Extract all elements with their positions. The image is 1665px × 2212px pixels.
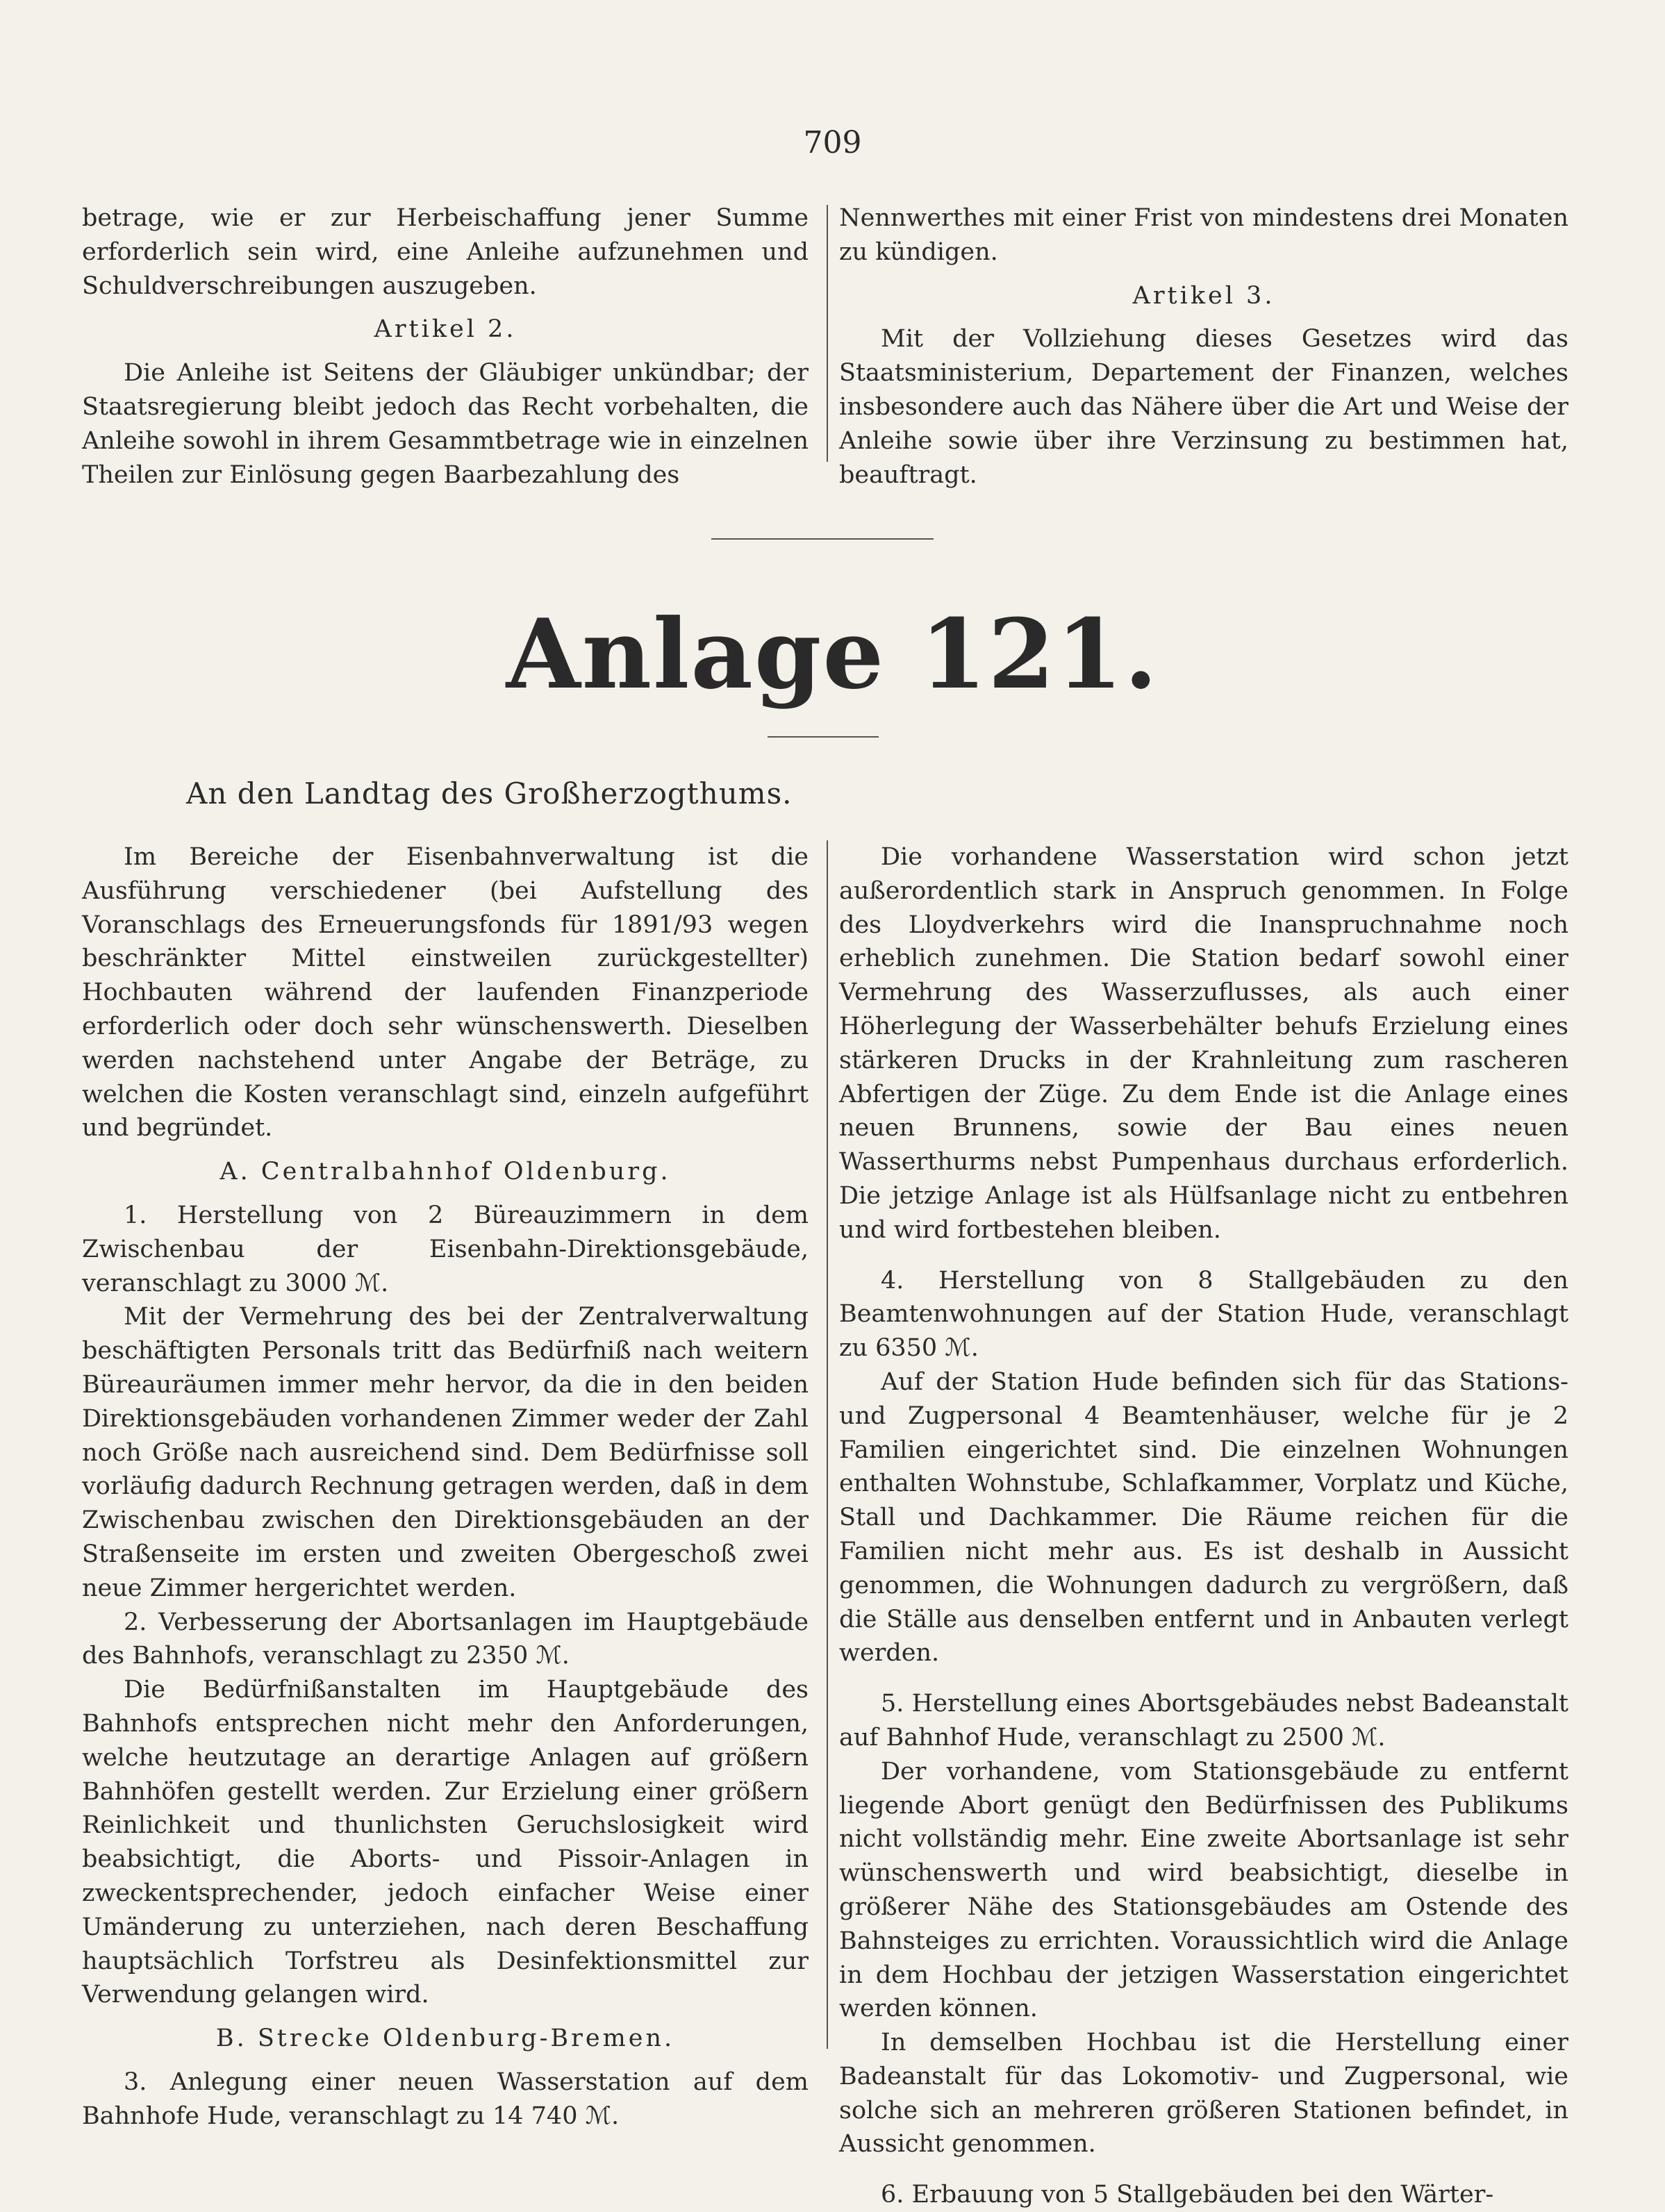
body-left-column <box>82 840 809 2133</box>
paragraph: Der vorhandene, vom Stationsgebäude zu entfernt liegende Abort genügt den Bedürfnissen des Publikums nicht vollständig mehr. Eine zweite Abortsanlage ist sehr wünschenswerth und wird beabsichtigt, dieselbe in größerer Nähe des Stationsgebäudes am Ostende des Bahnsteiges zu errichten. Voraussichtlich wird die Anlage in dem Hochbau der jetzigen Wasserstation eingerichtet werden können. <box>839 1757 1568 2023</box>
section-heading: A. Centralbahnhof Oldenburg. <box>219 1158 671 1186</box>
paragraph: Mit der Vermehrung des bei der Zentralverwaltung beschäftigten Personals tritt das Bedürfniß nach weitern Büreauräumen immer mehr hervor, da die in den beiden Direktionsgebäuden vorhandenen Zimmer weder der Zahl noch Größe nach ausreichend sind. Dem Bedürfnisse soll vorläufig dadurch Rechnung getragen werden, daß in dem Zwischenbau zwischen den Direktionsgebäuden an der Straßenseite im ersten und zweiten Obergeschoß zwei neue Zimmer hergerichtet werden. <box>82 1303 809 1602</box>
paragraph: Im Bereiche der Eisenbahnverwaltung ist die Ausführung verschiedener (bei Aufstellung des Voranschlags des Erneuerungsfonds für 1891/93 wegen beschränkter Mittel einstweilen zurückgestellter) Hochbauten während der laufenden Finanzperiode erforderlich oder doch sehr wünschenswerth. Dieselben werden nachstehend unter Angabe der Beträge, zu welchen die Kosten veranschlagt sind, einzeln aufgeführt und begründet. <box>82 843 809 1142</box>
item-heading: 4. Herstellung von 8 Stallgebäuden zu den Beamtenwohnungen auf der Station Hude, veranschlagt zu 6350 ℳ. <box>839 1266 1568 1363</box>
page-number: 709 <box>803 125 862 160</box>
item-heading: 3. Anlegung einer neuen Wasserstation auf dem Bahnhofe Hude, veranschlagt zu 14 740 ℳ. <box>82 2068 809 2130</box>
item-heading: 6. Erbauung von 5 Stallgebäuden bei den Wärter- <box>881 2181 1494 2209</box>
address-line: An den Landtag des Großherzogthums. <box>186 776 793 810</box>
document-title: Anlage 121. <box>506 597 1159 710</box>
paragraph: Die vorhandene Wasserstation wird schon jetzt außerordentlich stark in Anspruch genommen. In Folge des Lloydverkehrs wird die Inanspruchnahme noch erheblich zunehmen. Die Station bedarf sowohl einer Vermehrung des Wasserzuflusses, als auch einer Höherlegung der Wasserbehälter behufs Erzielung eines stärkeren Drucks in der Krahnleitung zum rascheren Abfertigen der Züge. Zu dem Ende ist die Anlage eines neuen Brunnens, sowie der Bau eines neuen Wasserthurms nebst Pumpenhaus durchaus erforderlich. Die jetzige Anlage ist als Hülfsanlage nicht zu entbehren und wird fortbestehen bleiben. <box>839 843 1568 1244</box>
title-underline <box>768 736 879 738</box>
section-divider <box>711 538 934 540</box>
paragraph: Die Bedürfnißanstalten im Hauptgebäude des Bahnhofs entsprechen nicht mehr den Anforderungen, welche heutzutage an derartige Anlagen auf größern Bahnhöfen gestellt werden. Zur Erzielung einer größern Reinlichkeit und thunlichsten Geruchslosigkeit wird beabsichtigt, die Aborts- und Pissoir-Anlagen in zweckentsprechender, jedoch einfacher Weise einer Umänderung zu unterziehen, nach deren Beschaffung hauptsächlich Torfstreu als Desinfektionsmittel zur Verwendung gelangen wird. <box>82 1676 809 2009</box>
section-heading: B. Strecke Oldenburg-Bremen. <box>215 2024 675 2053</box>
column-divider <box>827 205 828 462</box>
paragraph: betrage, wie er zur Herbeischaffung jener Summe erforderlich sein wird, eine Anleihe aufzunehmen und Schuldverschreibungen auszugeben. <box>82 204 809 300</box>
paragraph: In demselben Hochbau ist die Herstellung einer Badeanstalt für das Lokomotiv- und Zugpersonal, wie solche sich an mehreren größeren Stationen befindet, in Aussicht genommen. <box>839 2029 1568 2159</box>
item-heading: 5. Herstellung eines Abortsgebäudes nebst Badeanstalt auf Bahnhof Hude, veranschlagt zu 2500 ℳ. <box>839 1690 1568 1752</box>
body-right-column <box>839 840 1568 2212</box>
paragraph: Nennwerthes mit einer Frist von mindestens drei Monaten zu kündigen. <box>839 204 1568 266</box>
column-divider <box>827 840 828 2049</box>
paragraph: Die Anleihe ist Seitens der Gläubiger unkündbar; der Staatsregierung bleibt jedoch das Recht vorbehalten, die Anleihe sowohl in ihrem Gesammtbetrage wie in einzelnen Theilen zur Einlösung gegen Baarbezahlung des <box>82 359 809 489</box>
paragraph: Auf der Station Hude befinden sich für das Stations- und Zugpersonal 4 Beamtenhäuser, welche für je 2 Familien eingerichtet sind. Die einzelnen Wohnungen enthalten Wohnstube, Schlafkammer, Vorplatz und Küche, Stall und Dachkammer. Die Räume reichen für die Familien nicht mehr aus. Es ist deshalb in Aussicht genommen, die Wohnungen dadurch zu vergrößern, daß die Ställe aus denselben entfernt und in Anbauten verlegt werden. <box>839 1367 1568 1668</box>
paragraph: Mit der Vollziehung dieses Gesetzes wird das Staatsministerium, Departement der Finanzen, welches insbesondere auch das Nähere über die Art und Weise der Anleihe sowie über ihre Verzinsung zu bestimmen hat, beauftragt. <box>839 325 1568 489</box>
top-left-column <box>82 201 809 492</box>
article-heading: Artikel 3. <box>1132 281 1275 310</box>
article-heading: Artikel 2. <box>374 315 517 344</box>
item-heading: 2. Verbesserung der Abortsanlagen im Hauptgebäude des Bahnhofs, veranschlagt zu 2350 ℳ. <box>82 1608 809 1670</box>
item-heading: 1. Herstellung von 2 Büreauzimmern in dem Zwischenbau der Eisenbahn-Direktionsgebäude, veranschlagt zu 3000 ℳ. <box>82 1201 809 1297</box>
top-right-column <box>839 201 1568 492</box>
